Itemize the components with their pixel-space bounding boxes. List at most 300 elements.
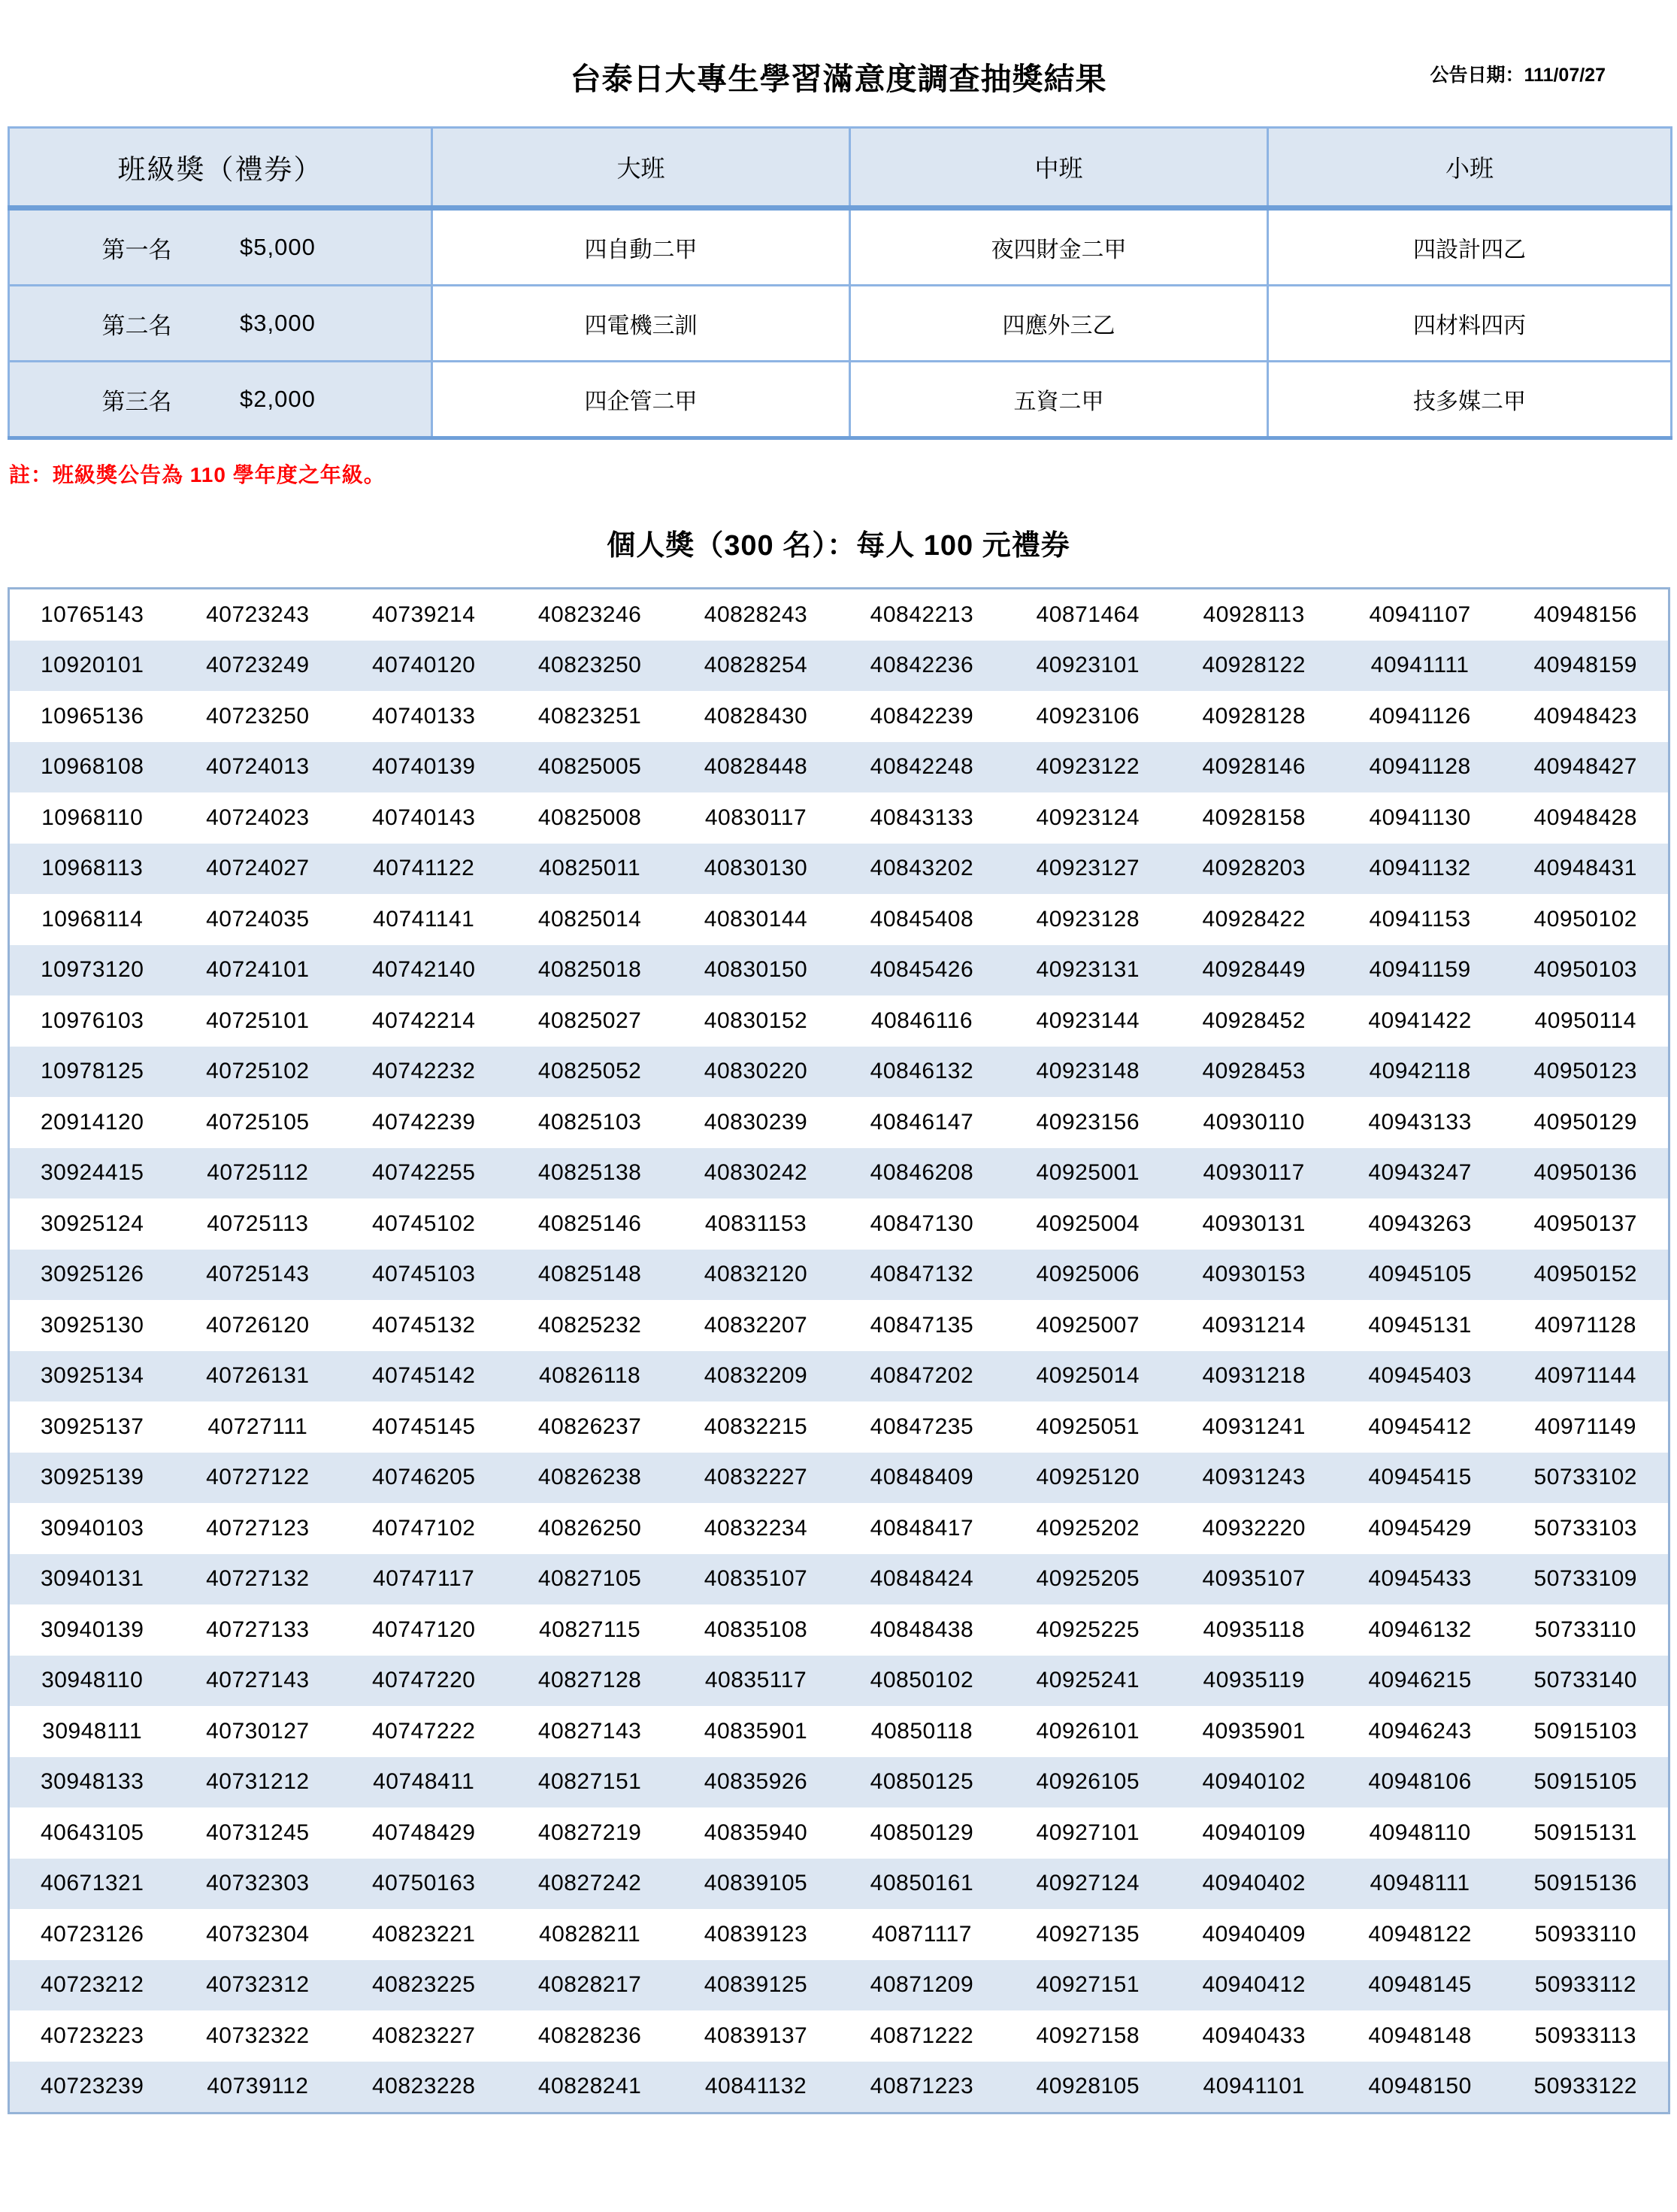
winning-number-cell: 40825148 bbox=[507, 1250, 673, 1301]
table-row bbox=[9, 589, 1669, 641]
winning-number-cell: 40871222 bbox=[839, 2010, 1005, 2062]
winning-number-cell: 40731245 bbox=[174, 1807, 341, 1859]
winning-number-cell: 40825008 bbox=[507, 792, 673, 844]
winning-number-cell: 40742232 bbox=[341, 1047, 507, 1098]
winning-number-cell: 40943247 bbox=[1337, 1148, 1503, 1199]
winning-number-cell: 40832120 bbox=[673, 1250, 839, 1301]
winning-number-cell: 40825027 bbox=[507, 995, 673, 1047]
table-row bbox=[9, 995, 1669, 1047]
winning-number-cell: 40732303 bbox=[174, 1859, 341, 1910]
winning-number-cell: 40724023 bbox=[174, 792, 341, 844]
winning-number-cell: 40927158 bbox=[1005, 2010, 1171, 2062]
winning-number-cell: 40832209 bbox=[673, 1351, 839, 1402]
winning-number-cell: 40827128 bbox=[507, 1656, 673, 1707]
table-row bbox=[9, 1807, 1669, 1859]
winning-number-cell: 40828448 bbox=[673, 742, 839, 793]
class-prize-header-row bbox=[9, 128, 1672, 208]
winning-number-cell: 40846132 bbox=[839, 1047, 1005, 1098]
winning-number-cell: 40723239 bbox=[9, 2062, 175, 2114]
winning-number-cell: 40923122 bbox=[1005, 742, 1171, 793]
winning-number-cell: 40830220 bbox=[673, 1047, 839, 1098]
winning-number-cell: 40923156 bbox=[1005, 1097, 1171, 1148]
winning-number-cell: 50933113 bbox=[1503, 2010, 1669, 2062]
winning-number-cell: 40740143 bbox=[341, 792, 507, 844]
winning-number-cell: 40823221 bbox=[341, 1909, 507, 1960]
winning-number-cell: 30925137 bbox=[9, 1401, 175, 1453]
winning-number-cell: 40724101 bbox=[174, 945, 341, 996]
winning-number-cell: 40945403 bbox=[1337, 1351, 1503, 1402]
winning-number-cell: 40948428 bbox=[1503, 792, 1669, 844]
winning-number-cell: 40928122 bbox=[1171, 641, 1337, 692]
winning-number-cell: 40923124 bbox=[1005, 792, 1171, 844]
winning-number-cell: 40826250 bbox=[507, 1503, 673, 1554]
winning-number-cell: 30925130 bbox=[9, 1300, 175, 1351]
winning-number-cell: 50915136 bbox=[1503, 1859, 1669, 1910]
winning-number-cell: 40923127 bbox=[1005, 844, 1171, 895]
rank-label: 第三名 bbox=[101, 388, 172, 415]
winning-number-cell: 40727133 bbox=[174, 1604, 341, 1656]
table-row bbox=[9, 945, 1669, 996]
rank-label: 第一名 bbox=[101, 236, 172, 263]
winning-number-cell: 40843133 bbox=[839, 792, 1005, 844]
winner-mid-class: 四應外三乙 bbox=[850, 286, 1268, 362]
winning-number-cell: 40725113 bbox=[174, 1198, 341, 1250]
winning-number-cell: 40941130 bbox=[1337, 792, 1503, 844]
winning-number-cell: 40948122 bbox=[1337, 1909, 1503, 1960]
personal-prize-heading: 個人獎（300 名）：每人 100 元禮券 bbox=[607, 530, 1070, 562]
winning-number-cell: 40941101 bbox=[1171, 2062, 1337, 2114]
winning-number-cell: 40847132 bbox=[839, 1250, 1005, 1301]
winning-number-cell: 40747120 bbox=[341, 1604, 507, 1656]
winning-number-cell: 40839137 bbox=[673, 2010, 839, 2062]
winning-number-cell: 10978125 bbox=[9, 1047, 175, 1098]
winning-number-cell: 40830150 bbox=[673, 945, 839, 996]
winning-number-cell: 40724035 bbox=[174, 894, 341, 945]
winning-number-cell: 40827115 bbox=[507, 1604, 673, 1656]
winning-number-cell: 40828217 bbox=[507, 1960, 673, 2011]
winning-number-cell: 40926101 bbox=[1005, 1706, 1171, 1757]
winning-number-cell: 40726120 bbox=[174, 1300, 341, 1351]
winner-small-class: 四設計四乙 bbox=[1268, 208, 1672, 286]
winning-number-cell: 40946215 bbox=[1337, 1656, 1503, 1707]
winning-number-cell: 40745102 bbox=[341, 1198, 507, 1250]
rank-amount-cell bbox=[9, 362, 432, 438]
winning-number-cell: 30925139 bbox=[9, 1453, 175, 1504]
winning-number-cell: 40928452 bbox=[1171, 995, 1337, 1047]
prize-amount: $3,000 bbox=[240, 310, 316, 336]
winning-number-cell: 40827143 bbox=[507, 1706, 673, 1757]
winning-number-cell: 40747117 bbox=[341, 1554, 507, 1605]
winning-number-cell: 40935107 bbox=[1171, 1554, 1337, 1605]
winning-number-cell: 30924415 bbox=[9, 1148, 175, 1199]
winning-number-cell: 40724013 bbox=[174, 742, 341, 793]
winning-number-cell: 40925004 bbox=[1005, 1198, 1171, 1250]
winning-number-cell: 40925202 bbox=[1005, 1503, 1171, 1554]
table-row bbox=[9, 1656, 1669, 1707]
winning-number-cell: 40928449 bbox=[1171, 945, 1337, 996]
winning-number-cell: 40848424 bbox=[839, 1554, 1005, 1605]
winning-number-cell: 40945415 bbox=[1337, 1453, 1503, 1504]
winning-number-cell: 40841132 bbox=[673, 2062, 839, 2114]
winning-number-cell: 40725112 bbox=[174, 1148, 341, 1199]
winning-number-cell: 40723249 bbox=[174, 641, 341, 692]
winning-number-cell: 40835107 bbox=[673, 1554, 839, 1605]
winning-number-cell: 40746205 bbox=[341, 1453, 507, 1504]
winning-number-cell: 40831153 bbox=[673, 1198, 839, 1250]
winning-number-cell: 40850102 bbox=[839, 1656, 1005, 1707]
winning-number-cell: 40935119 bbox=[1171, 1656, 1337, 1707]
winning-number-cell: 40948427 bbox=[1503, 742, 1669, 793]
winning-number-cell: 50733109 bbox=[1503, 1554, 1669, 1605]
winning-number-cell: 40943133 bbox=[1337, 1097, 1503, 1148]
winning-number-cell: 40926105 bbox=[1005, 1757, 1171, 1808]
winning-number-cell: 40727111 bbox=[174, 1401, 341, 1453]
winning-number-cell: 40825146 bbox=[507, 1198, 673, 1250]
winning-number-cell: 40725101 bbox=[174, 995, 341, 1047]
winner-mid-class: 五資二甲 bbox=[850, 362, 1268, 438]
winning-number-cell: 40941107 bbox=[1337, 589, 1503, 641]
winning-number-cell: 40948156 bbox=[1503, 589, 1669, 641]
winning-number-cell: 40745103 bbox=[341, 1250, 507, 1301]
winning-number-cell: 40927151 bbox=[1005, 1960, 1171, 2011]
winning-number-cell: 40946243 bbox=[1337, 1706, 1503, 1757]
winning-number-cell: 40826118 bbox=[507, 1351, 673, 1402]
rank-amount-cell bbox=[9, 208, 432, 286]
winning-number-cell: 40839125 bbox=[673, 1960, 839, 2011]
winning-number-cell: 40948150 bbox=[1337, 2062, 1503, 2114]
winning-number-cell: 30925124 bbox=[9, 1198, 175, 1250]
column-header-big-class: 大班 bbox=[432, 128, 850, 208]
winning-number-cell: 40842248 bbox=[839, 742, 1005, 793]
winning-number-cell: 40925120 bbox=[1005, 1453, 1171, 1504]
winning-number-cell: 40842239 bbox=[839, 691, 1005, 742]
winning-number-cell: 40723243 bbox=[174, 589, 341, 641]
table-row bbox=[9, 844, 1669, 895]
winning-number-cell: 50933112 bbox=[1503, 1960, 1669, 2011]
winning-number-cell: 40835117 bbox=[673, 1656, 839, 1707]
winning-number-cell: 10920101 bbox=[9, 641, 175, 692]
winning-number-cell: 30940131 bbox=[9, 1554, 175, 1605]
table-row bbox=[9, 1198, 1669, 1250]
winning-number-cell: 40835926 bbox=[673, 1757, 839, 1808]
winning-number-cell: 40948423 bbox=[1503, 691, 1669, 742]
winning-number-cell: 40727132 bbox=[174, 1554, 341, 1605]
winning-number-cell: 50915131 bbox=[1503, 1807, 1669, 1859]
winning-number-cell: 40845426 bbox=[839, 945, 1005, 996]
winning-number-cell: 40825011 bbox=[507, 844, 673, 895]
winning-number-cell: 40950152 bbox=[1503, 1250, 1669, 1301]
winning-number-cell: 40930117 bbox=[1171, 1148, 1337, 1199]
winning-number-cell: 40825018 bbox=[507, 945, 673, 996]
class-prize-table bbox=[8, 126, 1672, 440]
winning-number-cell: 40747102 bbox=[341, 1503, 507, 1554]
winning-number-cell: 40927101 bbox=[1005, 1807, 1171, 1859]
winning-number-cell: 40945105 bbox=[1337, 1250, 1503, 1301]
winning-number-cell: 40847202 bbox=[839, 1351, 1005, 1402]
table-row bbox=[9, 1351, 1669, 1402]
winning-number-cell: 40745132 bbox=[341, 1300, 507, 1351]
winning-numbers-body bbox=[9, 589, 1669, 2114]
winning-number-cell: 40723212 bbox=[9, 1960, 175, 2011]
winning-number-cell: 10765143 bbox=[9, 589, 175, 641]
table-row bbox=[9, 1909, 1669, 1960]
winning-number-cell: 40828236 bbox=[507, 2010, 673, 2062]
winning-numbers-section bbox=[8, 587, 1671, 2114]
winning-number-cell: 40827151 bbox=[507, 1757, 673, 1808]
winning-number-cell: 40823227 bbox=[341, 2010, 507, 2062]
winning-number-cell: 40941422 bbox=[1337, 995, 1503, 1047]
winning-number-cell: 40741122 bbox=[341, 844, 507, 895]
winning-number-cell: 50915105 bbox=[1503, 1757, 1669, 1808]
winning-number-cell: 40927124 bbox=[1005, 1859, 1171, 1910]
winning-number-cell: 40971128 bbox=[1503, 1300, 1669, 1351]
winning-number-cell: 40971149 bbox=[1503, 1401, 1669, 1453]
winning-number-cell: 40828241 bbox=[507, 2062, 673, 2114]
prize-amount: $5,000 bbox=[240, 234, 316, 260]
winning-number-cell: 40730127 bbox=[174, 1706, 341, 1757]
winning-number-cell: 40843202 bbox=[839, 844, 1005, 895]
table-row bbox=[9, 1706, 1669, 1757]
winning-number-cell: 40739214 bbox=[341, 589, 507, 641]
winning-number-cell: 40950129 bbox=[1503, 1097, 1669, 1148]
table-row bbox=[9, 792, 1669, 844]
winning-number-cell: 40832215 bbox=[673, 1401, 839, 1453]
table-row bbox=[9, 742, 1669, 793]
winning-number-cell: 40931241 bbox=[1171, 1401, 1337, 1453]
winning-number-cell: 40923106 bbox=[1005, 691, 1171, 742]
winning-number-cell: 40850118 bbox=[839, 1706, 1005, 1757]
winning-number-cell: 50733110 bbox=[1503, 1604, 1669, 1656]
winning-number-cell: 40830117 bbox=[673, 792, 839, 844]
winning-number-cell: 40940412 bbox=[1171, 1960, 1337, 2011]
winner-big-class: 四企管二甲 bbox=[432, 362, 850, 438]
winning-number-cell: 40839123 bbox=[673, 1909, 839, 1960]
winning-number-cell: 40950136 bbox=[1503, 1148, 1669, 1199]
winning-number-cell: 40826237 bbox=[507, 1401, 673, 1453]
winning-number-cell: 40747220 bbox=[341, 1656, 507, 1707]
winning-number-cell: 40941111 bbox=[1337, 641, 1503, 692]
winning-number-cell: 40935901 bbox=[1171, 1706, 1337, 1757]
winning-number-cell: 10973120 bbox=[9, 945, 175, 996]
table-row bbox=[9, 1047, 1669, 1098]
prize-amount: $2,000 bbox=[240, 386, 316, 412]
table-row bbox=[9, 1300, 1669, 1351]
winning-number-cell: 40945131 bbox=[1337, 1300, 1503, 1351]
winning-number-cell: 50733102 bbox=[1503, 1453, 1669, 1504]
winning-number-cell: 40832207 bbox=[673, 1300, 839, 1351]
winning-number-cell: 40740139 bbox=[341, 742, 507, 793]
winning-number-cell: 40923148 bbox=[1005, 1047, 1171, 1098]
winning-number-cell: 40945429 bbox=[1337, 1503, 1503, 1554]
winning-number-cell: 40923144 bbox=[1005, 995, 1171, 1047]
column-header-small-class: 小班 bbox=[1268, 128, 1672, 208]
winning-number-cell: 40930131 bbox=[1171, 1198, 1337, 1250]
winning-number-cell: 40925225 bbox=[1005, 1604, 1171, 1656]
winning-number-cell: 40823225 bbox=[341, 1960, 507, 2011]
winning-number-cell: 40850125 bbox=[839, 1757, 1005, 1808]
winning-number-cell: 40827105 bbox=[507, 1554, 673, 1605]
winning-number-cell: 40725143 bbox=[174, 1250, 341, 1301]
winning-number-cell: 40828211 bbox=[507, 1909, 673, 1960]
winning-number-cell: 40925051 bbox=[1005, 1401, 1171, 1453]
winning-number-cell: 40825014 bbox=[507, 894, 673, 945]
winning-number-cell: 40925205 bbox=[1005, 1554, 1171, 1605]
winning-number-cell: 40928422 bbox=[1171, 894, 1337, 945]
winning-number-cell: 40941159 bbox=[1337, 945, 1503, 996]
winning-number-cell: 40725105 bbox=[174, 1097, 341, 1148]
winning-number-cell: 30948111 bbox=[9, 1706, 175, 1757]
winning-number-cell: 40830239 bbox=[673, 1097, 839, 1148]
winning-number-cell: 40732322 bbox=[174, 2010, 341, 2062]
table-row bbox=[9, 1757, 1669, 1808]
winning-number-cell: 40928105 bbox=[1005, 2062, 1171, 2114]
winning-number-cell: 40724027 bbox=[174, 844, 341, 895]
winning-number-cell: 40948106 bbox=[1337, 1757, 1503, 1808]
winning-number-cell: 40830242 bbox=[673, 1148, 839, 1199]
winning-number-cell: 40931243 bbox=[1171, 1453, 1337, 1504]
winning-number-cell: 10968113 bbox=[9, 844, 175, 895]
winning-number-cell: 40742140 bbox=[341, 945, 507, 996]
winning-number-cell: 40731212 bbox=[174, 1757, 341, 1808]
winning-number-cell: 40948145 bbox=[1337, 1960, 1503, 2011]
winning-number-cell: 40946132 bbox=[1337, 1604, 1503, 1656]
winning-number-cell: 10968114 bbox=[9, 894, 175, 945]
winning-number-cell: 40828254 bbox=[673, 641, 839, 692]
winning-number-cell: 40732304 bbox=[174, 1909, 341, 1960]
winning-number-cell: 40928453 bbox=[1171, 1047, 1337, 1098]
winning-number-cell: 40825232 bbox=[507, 1300, 673, 1351]
winning-number-cell: 40643105 bbox=[9, 1807, 175, 1859]
winning-number-cell: 40671321 bbox=[9, 1859, 175, 1910]
winning-number-cell: 40871223 bbox=[839, 2062, 1005, 2114]
winning-number-cell: 40950103 bbox=[1503, 945, 1669, 996]
winning-number-cell: 40847135 bbox=[839, 1300, 1005, 1351]
winning-number-cell: 40950102 bbox=[1503, 894, 1669, 945]
winning-number-cell: 40828243 bbox=[673, 589, 839, 641]
winning-number-cell: 40871209 bbox=[839, 1960, 1005, 2011]
winning-number-cell: 40835940 bbox=[673, 1807, 839, 1859]
winning-number-cell: 40927135 bbox=[1005, 1909, 1171, 1960]
table-row bbox=[9, 286, 1672, 362]
winning-number-cell: 20914120 bbox=[9, 1097, 175, 1148]
winning-number-cell: 40845408 bbox=[839, 894, 1005, 945]
winning-number-cell: 40825138 bbox=[507, 1148, 673, 1199]
winning-number-cell: 30940103 bbox=[9, 1503, 175, 1554]
winning-number-cell: 40948148 bbox=[1337, 2010, 1503, 2062]
winning-number-cell: 40928113 bbox=[1171, 589, 1337, 641]
winning-number-cell: 40835901 bbox=[673, 1706, 839, 1757]
winning-number-cell: 40940402 bbox=[1171, 1859, 1337, 1910]
winning-number-cell: 40945433 bbox=[1337, 1554, 1503, 1605]
table-row bbox=[9, 1960, 1669, 2011]
column-header-class-prize: 班級獎（禮券） bbox=[9, 128, 432, 208]
winning-number-cell: 40725102 bbox=[174, 1047, 341, 1098]
winning-number-cell: 40940433 bbox=[1171, 2010, 1337, 2062]
winning-number-cell: 40742239 bbox=[341, 1097, 507, 1148]
winning-number-cell: 40847235 bbox=[839, 1401, 1005, 1453]
winning-number-cell: 40935118 bbox=[1171, 1604, 1337, 1656]
winning-number-cell: 40948111 bbox=[1337, 1859, 1503, 1910]
winning-number-cell: 40750163 bbox=[341, 1859, 507, 1910]
winning-number-cell: 40848438 bbox=[839, 1604, 1005, 1656]
winning-number-cell: 40950123 bbox=[1503, 1047, 1669, 1098]
table-row bbox=[9, 1250, 1669, 1301]
winning-number-cell: 40846208 bbox=[839, 1148, 1005, 1199]
table-row bbox=[9, 1859, 1669, 1910]
winning-number-cell: 40741141 bbox=[341, 894, 507, 945]
winning-number-cell: 40930153 bbox=[1171, 1250, 1337, 1301]
page-header bbox=[0, 0, 1677, 126]
winning-number-cell: 40825052 bbox=[507, 1047, 673, 1098]
winning-number-cell: 40923101 bbox=[1005, 641, 1171, 692]
winning-number-cell: 40727122 bbox=[174, 1453, 341, 1504]
winning-number-cell: 40950137 bbox=[1503, 1198, 1669, 1250]
winning-number-cell: 30925126 bbox=[9, 1250, 175, 1301]
winning-number-cell: 40943263 bbox=[1337, 1198, 1503, 1250]
winning-number-cell: 40925006 bbox=[1005, 1250, 1171, 1301]
class-prize-section bbox=[8, 126, 1671, 440]
winning-number-cell: 40825005 bbox=[507, 742, 673, 793]
winning-number-cell: 40823228 bbox=[341, 2062, 507, 2114]
table-row bbox=[9, 1148, 1669, 1199]
winning-number-cell: 40727123 bbox=[174, 1503, 341, 1554]
winning-number-cell: 40745145 bbox=[341, 1401, 507, 1453]
winning-number-cell: 50933122 bbox=[1503, 2062, 1669, 2114]
table-row bbox=[9, 894, 1669, 945]
winning-number-cell: 40727143 bbox=[174, 1656, 341, 1707]
winning-number-cell: 40932220 bbox=[1171, 1503, 1337, 1554]
winning-number-cell: 30948110 bbox=[9, 1656, 175, 1707]
winning-number-cell: 40850129 bbox=[839, 1807, 1005, 1859]
winning-number-cell: 40748411 bbox=[341, 1757, 507, 1808]
winning-number-cell: 40846116 bbox=[839, 995, 1005, 1047]
winning-number-cell: 40740120 bbox=[341, 641, 507, 692]
table-row bbox=[9, 1097, 1669, 1148]
winning-number-cell: 40940102 bbox=[1171, 1757, 1337, 1808]
winning-number-cell: 40941132 bbox=[1337, 844, 1503, 895]
winning-number-cell: 40871464 bbox=[1005, 589, 1171, 641]
winning-number-cell: 40928158 bbox=[1171, 792, 1337, 844]
winning-number-cell: 40850161 bbox=[839, 1859, 1005, 1910]
winning-number-cell: 50933110 bbox=[1503, 1909, 1669, 1960]
table-row bbox=[9, 1401, 1669, 1453]
winning-number-cell: 50733103 bbox=[1503, 1503, 1669, 1554]
winning-number-cell: 40941128 bbox=[1337, 742, 1503, 793]
winning-number-cell: 40928128 bbox=[1171, 691, 1337, 742]
winning-number-cell: 40948110 bbox=[1337, 1807, 1503, 1859]
winning-number-cell: 40842213 bbox=[839, 589, 1005, 641]
winning-number-cell: 40940409 bbox=[1171, 1909, 1337, 1960]
winning-number-cell: 40848417 bbox=[839, 1503, 1005, 1554]
winning-number-cell: 40827219 bbox=[507, 1807, 673, 1859]
winning-number-cell: 40948159 bbox=[1503, 641, 1669, 692]
winning-number-cell: 40739112 bbox=[174, 2062, 341, 2114]
winning-number-cell: 40928203 bbox=[1171, 844, 1337, 895]
winning-number-cell: 40823246 bbox=[507, 589, 673, 641]
winning-number-cell: 40826238 bbox=[507, 1453, 673, 1504]
winning-number-cell: 40848409 bbox=[839, 1453, 1005, 1504]
winning-number-cell: 40823251 bbox=[507, 691, 673, 742]
winning-number-cell: 40748429 bbox=[341, 1807, 507, 1859]
winning-number-cell: 40928146 bbox=[1171, 742, 1337, 793]
winning-number-cell: 40930110 bbox=[1171, 1097, 1337, 1148]
winning-number-cell: 40723223 bbox=[9, 2010, 175, 2062]
winning-number-cell: 40941126 bbox=[1337, 691, 1503, 742]
winning-number-cell: 40931218 bbox=[1171, 1351, 1337, 1402]
winning-number-cell: 40925001 bbox=[1005, 1148, 1171, 1199]
table-row bbox=[9, 1503, 1669, 1554]
winning-number-cell: 40948431 bbox=[1503, 844, 1669, 895]
